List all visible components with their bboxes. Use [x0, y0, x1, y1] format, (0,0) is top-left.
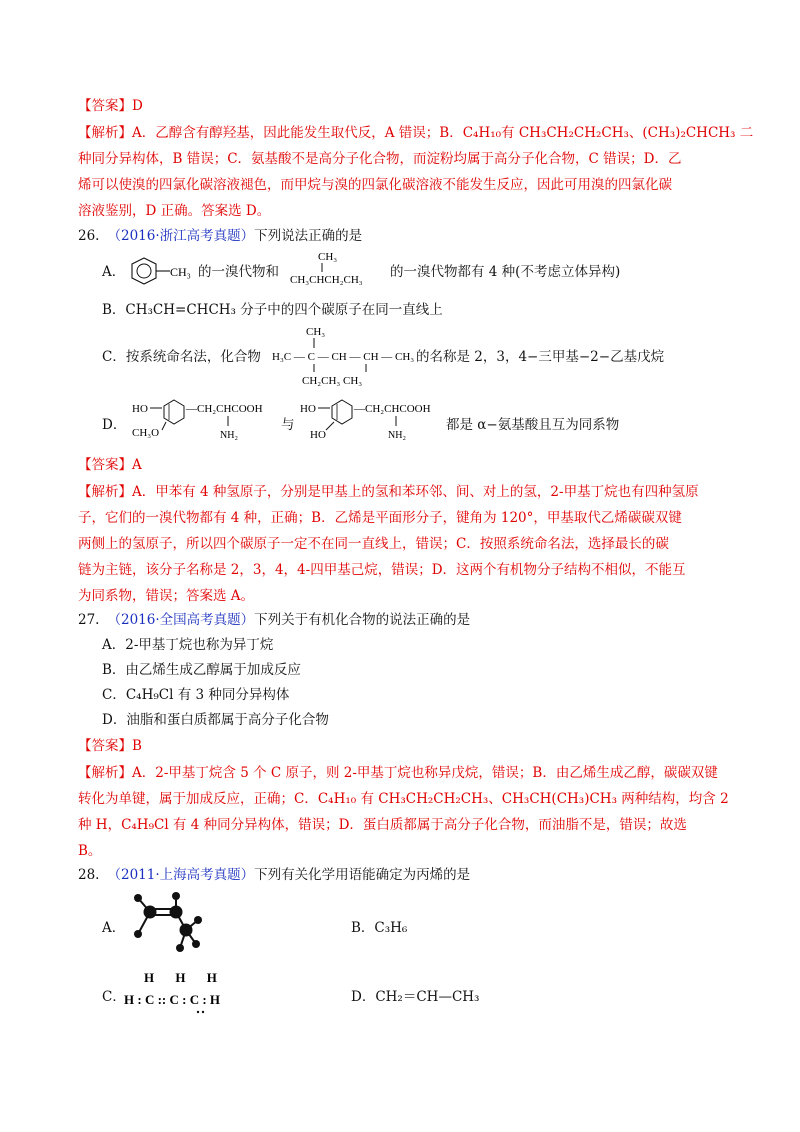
answer-tag: 【答案】: [78, 98, 132, 114]
q27-analysis-line-3: 种 H，C₄H₉Cl 有 4 种同分异构体，错误；D．蛋白质都属于高分子化合物，而油脂不是，错误；故选: [78, 817, 687, 833]
q25-analysis-line-2: 种同分异构体，B 错误；C．氨基酸不是高分子化合物，而淀粉均属于高分子化合物，C 错误；D．乙: [78, 151, 682, 167]
analysis-tag: 【解析】: [78, 765, 132, 781]
isobutane-structure: [288, 248, 388, 288]
isobutane-main: CH₃CHCH₂CH₃: [290, 274, 363, 286]
q28-option-c-label: C．: [102, 989, 126, 1005]
answer-tag: 【答案】: [78, 738, 132, 754]
q27-header: [78, 610, 470, 630]
q28-option-b: B．C₃H₆: [351, 920, 408, 936]
d2-ho: HO: [300, 403, 316, 415]
question-stem: 下列说法正确的是: [254, 228, 363, 244]
analysis-text: A．2-甲基丁烷含 5 个 C 原子，则 2-甲基丁烷也称异戊烷，错误；B．由乙烯生成乙醇，碳碳双键: [132, 765, 718, 781]
question-number: 26.: [78, 228, 100, 244]
q27-option-b: B．由乙烯生成乙醇属于加成反应: [102, 662, 301, 678]
q26-option-c-end: 的名称是 2，3，4−三甲基−2−乙基戊烷: [416, 349, 665, 365]
answer-tag: 【答案】: [78, 457, 132, 473]
q26-answer-line: [78, 455, 142, 475]
d1-amino: NH₂: [220, 430, 238, 441]
option-d-structure-1: [132, 396, 272, 446]
d2-side-chain: —CH₂CHCOOH: [354, 403, 431, 415]
option-d-structure-2: [298, 396, 448, 446]
c-top-group: CH₃: [306, 326, 326, 338]
q26-option-a-label: A．: [102, 264, 126, 280]
d1-side-chain: —CH₂CHCOOH: [186, 403, 263, 415]
q26-option-d-label: D．: [102, 417, 127, 433]
electron-dot-structure: [122, 968, 232, 1018]
q26-option-a-mid: 的一溴代物和: [198, 264, 279, 280]
q25-analysis-line-4: 溶液鉴别，D 正确。答案选 D。: [78, 203, 271, 219]
q28-header: [78, 865, 470, 885]
question-number: 27.: [78, 612, 100, 628]
isobutane-top: CH₃: [318, 251, 338, 263]
q26-option-a-end: 的一溴代物都有 4 种(不考虑立体异构): [390, 264, 621, 280]
dot-top-h: H H H: [144, 970, 226, 985]
question-source: （2016·全国高考真题）: [107, 612, 255, 628]
q26-header: [78, 226, 362, 246]
d1-methoxy: CH₃O: [132, 427, 160, 439]
question-number: 28.: [78, 867, 100, 883]
question-source: （2011·上海高考真题）: [107, 867, 255, 883]
q27-analysis-line-2: 转化为单键，属于加成反应，正确；C．C₄H₁₀ 有 CH₃CH₂CH₂CH₃、CH₃CH(CH₃)CH₃ 两种结构，均含 2: [78, 791, 729, 807]
d2-amino: NH₂: [388, 430, 406, 441]
q26-analysis-line-4: 链为主链，该分子名称是 2，3，4，4-四甲基己烷，错误；D．这两个有机物分子结构不相似，不能互: [78, 562, 686, 578]
q27-option-c: C．C₄H₉Cl 有 3 种同分异构体: [102, 687, 290, 703]
q25-answer-line: [78, 96, 143, 116]
ball-stick-model: [124, 890, 214, 962]
question-source: （2016·浙江高考真题）: [107, 228, 255, 244]
q25-analysis-line-3: 烯可以使溴的四氯化碳溶液褪色，而甲烷与溴的四氯化碳溶液不能发生反应，因此可用溴的四氯化碳: [78, 177, 672, 193]
q27-option-a: A．2-甲基丁烷也称为异丁烷: [102, 637, 274, 653]
d1-ho: HO: [132, 403, 148, 415]
q26-analysis-line-2: 子，它们的一溴代物都有 4 种，正确；B．乙烯是平面形分子，键角为 120°，甲基取代乙烯碳碳双键: [78, 510, 682, 526]
analysis-text: A．甲苯有 4 种氢原子，分别是甲基上的氢和苯环邻、间、对上的氢，2-甲基丁烷也有四种氢原: [132, 484, 699, 500]
q27-answer-line: [78, 736, 142, 756]
analysis-tag: 【解析】: [78, 125, 132, 141]
analysis-text: A．乙醇含有醇羟基，因此能发生取代反，A 错误；B．C₄H₁₀有 CH₃CH₂CH₂CH₃、(CH₃)₂CHCH₃ 二: [132, 125, 754, 141]
c-bottom-groups: CH₂CH₃ CH₃: [302, 375, 363, 387]
q28-option-d: D．CH₂＝CH—CH₃: [351, 989, 480, 1005]
c-main-chain: H₃C — C — CH — CH — CH₃: [272, 351, 415, 363]
q27-analysis-line-1: [78, 763, 718, 783]
answer-value: A: [132, 457, 142, 473]
q26-option-d-end: 都是 α−氨基酸且互为同系物: [446, 417, 620, 433]
q26-analysis-line-3: 两侧上的氢原子，所以四个碳原子一定不在同一直线上，错误；C．按照系统命名法，选择最长的碳: [78, 536, 669, 552]
analysis-tag: 【解析】: [78, 484, 132, 500]
d2-ho-lower: HO: [310, 429, 326, 441]
answer-value: D: [132, 98, 143, 114]
q27-analysis-line-4: B。: [78, 843, 102, 859]
q26-analysis-line-5: 为同系物，错误；答案选 A。: [78, 588, 255, 604]
answer-value: B: [132, 738, 142, 754]
question-stem: 下列有关化学用语能确定为丙烯的是: [254, 867, 471, 883]
q26-option-c-label: C．按系统命名法，化合物: [102, 349, 261, 365]
q26-option-d-mid: 与: [281, 417, 295, 433]
q28-option-a-label: A．: [102, 920, 126, 936]
toluene-methyl: CH₃: [170, 265, 191, 279]
q26-option-b: B．CH₃CH=CHCH₃ 分子中的四个碳原子在同一直线上: [102, 302, 443, 318]
dot-main: H : C :: C : C : H: [124, 992, 221, 1007]
question-stem: 下列关于有机化合物的说法正确的是: [254, 612, 471, 628]
q25-analysis-line-1: [78, 123, 753, 143]
toluene-structure: [128, 254, 194, 288]
option-c-structure: [270, 322, 420, 388]
q26-analysis-line-1: [78, 482, 699, 502]
q27-option-d: D．油脂和蛋白质都属于高分子化合物: [102, 712, 329, 728]
